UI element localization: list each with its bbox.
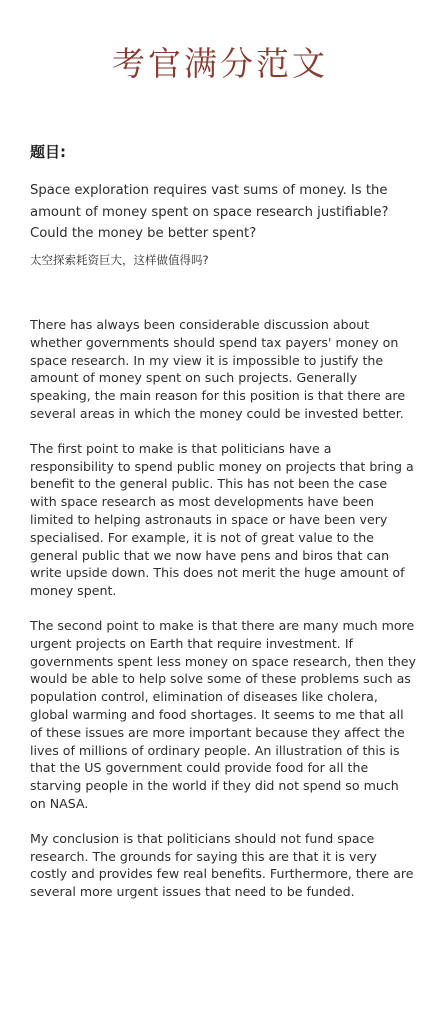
page-title: 考官满分范文 bbox=[112, 44, 328, 83]
question-chinese: 太空探索耗资巨大，这样做值得吗? bbox=[30, 253, 209, 267]
essay-paragraph-2: The first point to make is that politicians have a responsibility to spend public money on projects that bring a benefit to the general public. This has not been the case with space research as most developments have been limited to helping astronauts in space or have been very specialised. For example, it is not of great value to the general public that we now have pens and biros that can write upside down. This does not merit the huge amount of money spent. bbox=[30, 440, 414, 599]
essay-paragraph-3: The second point to make is that there are many much more urgent projects on Earth that require investment. If governments spent less money on space research, then they would be able to help solve some of these problems such as population control, elimination of diseases like cholera, global warming and food shortages. It seems to me that all of these issues are more important because they affect the lives of millions of ordinary people. An illustration of this is that the US government could provide food for all the starving people in the world if they did not spend so much on NASA. bbox=[30, 617, 416, 811]
topic-heading: 题目: bbox=[30, 143, 66, 161]
essay-paragraph-1: There has always been considerable discussion about whether governments should spend tax payers' money on space research. In my view it is impossible to justify the amount of money spent on such projects. Generally speaking, the main reason for this position is that there are several areas in which the money could be invested better. bbox=[30, 317, 406, 421]
essay-body bbox=[30, 316, 416, 918]
essay-paragraph-4: My conclusion is that politicians should not fund space research. The grounds for saying this are that it is very costly and provides few real benefits. Furthermore, there are several more urgent issues that need to be funded. bbox=[30, 830, 414, 900]
question-english: Space exploration requires vast sums of money. Is the amount of money spent on space research justifiable? Could the money be better spent? bbox=[30, 183, 389, 241]
